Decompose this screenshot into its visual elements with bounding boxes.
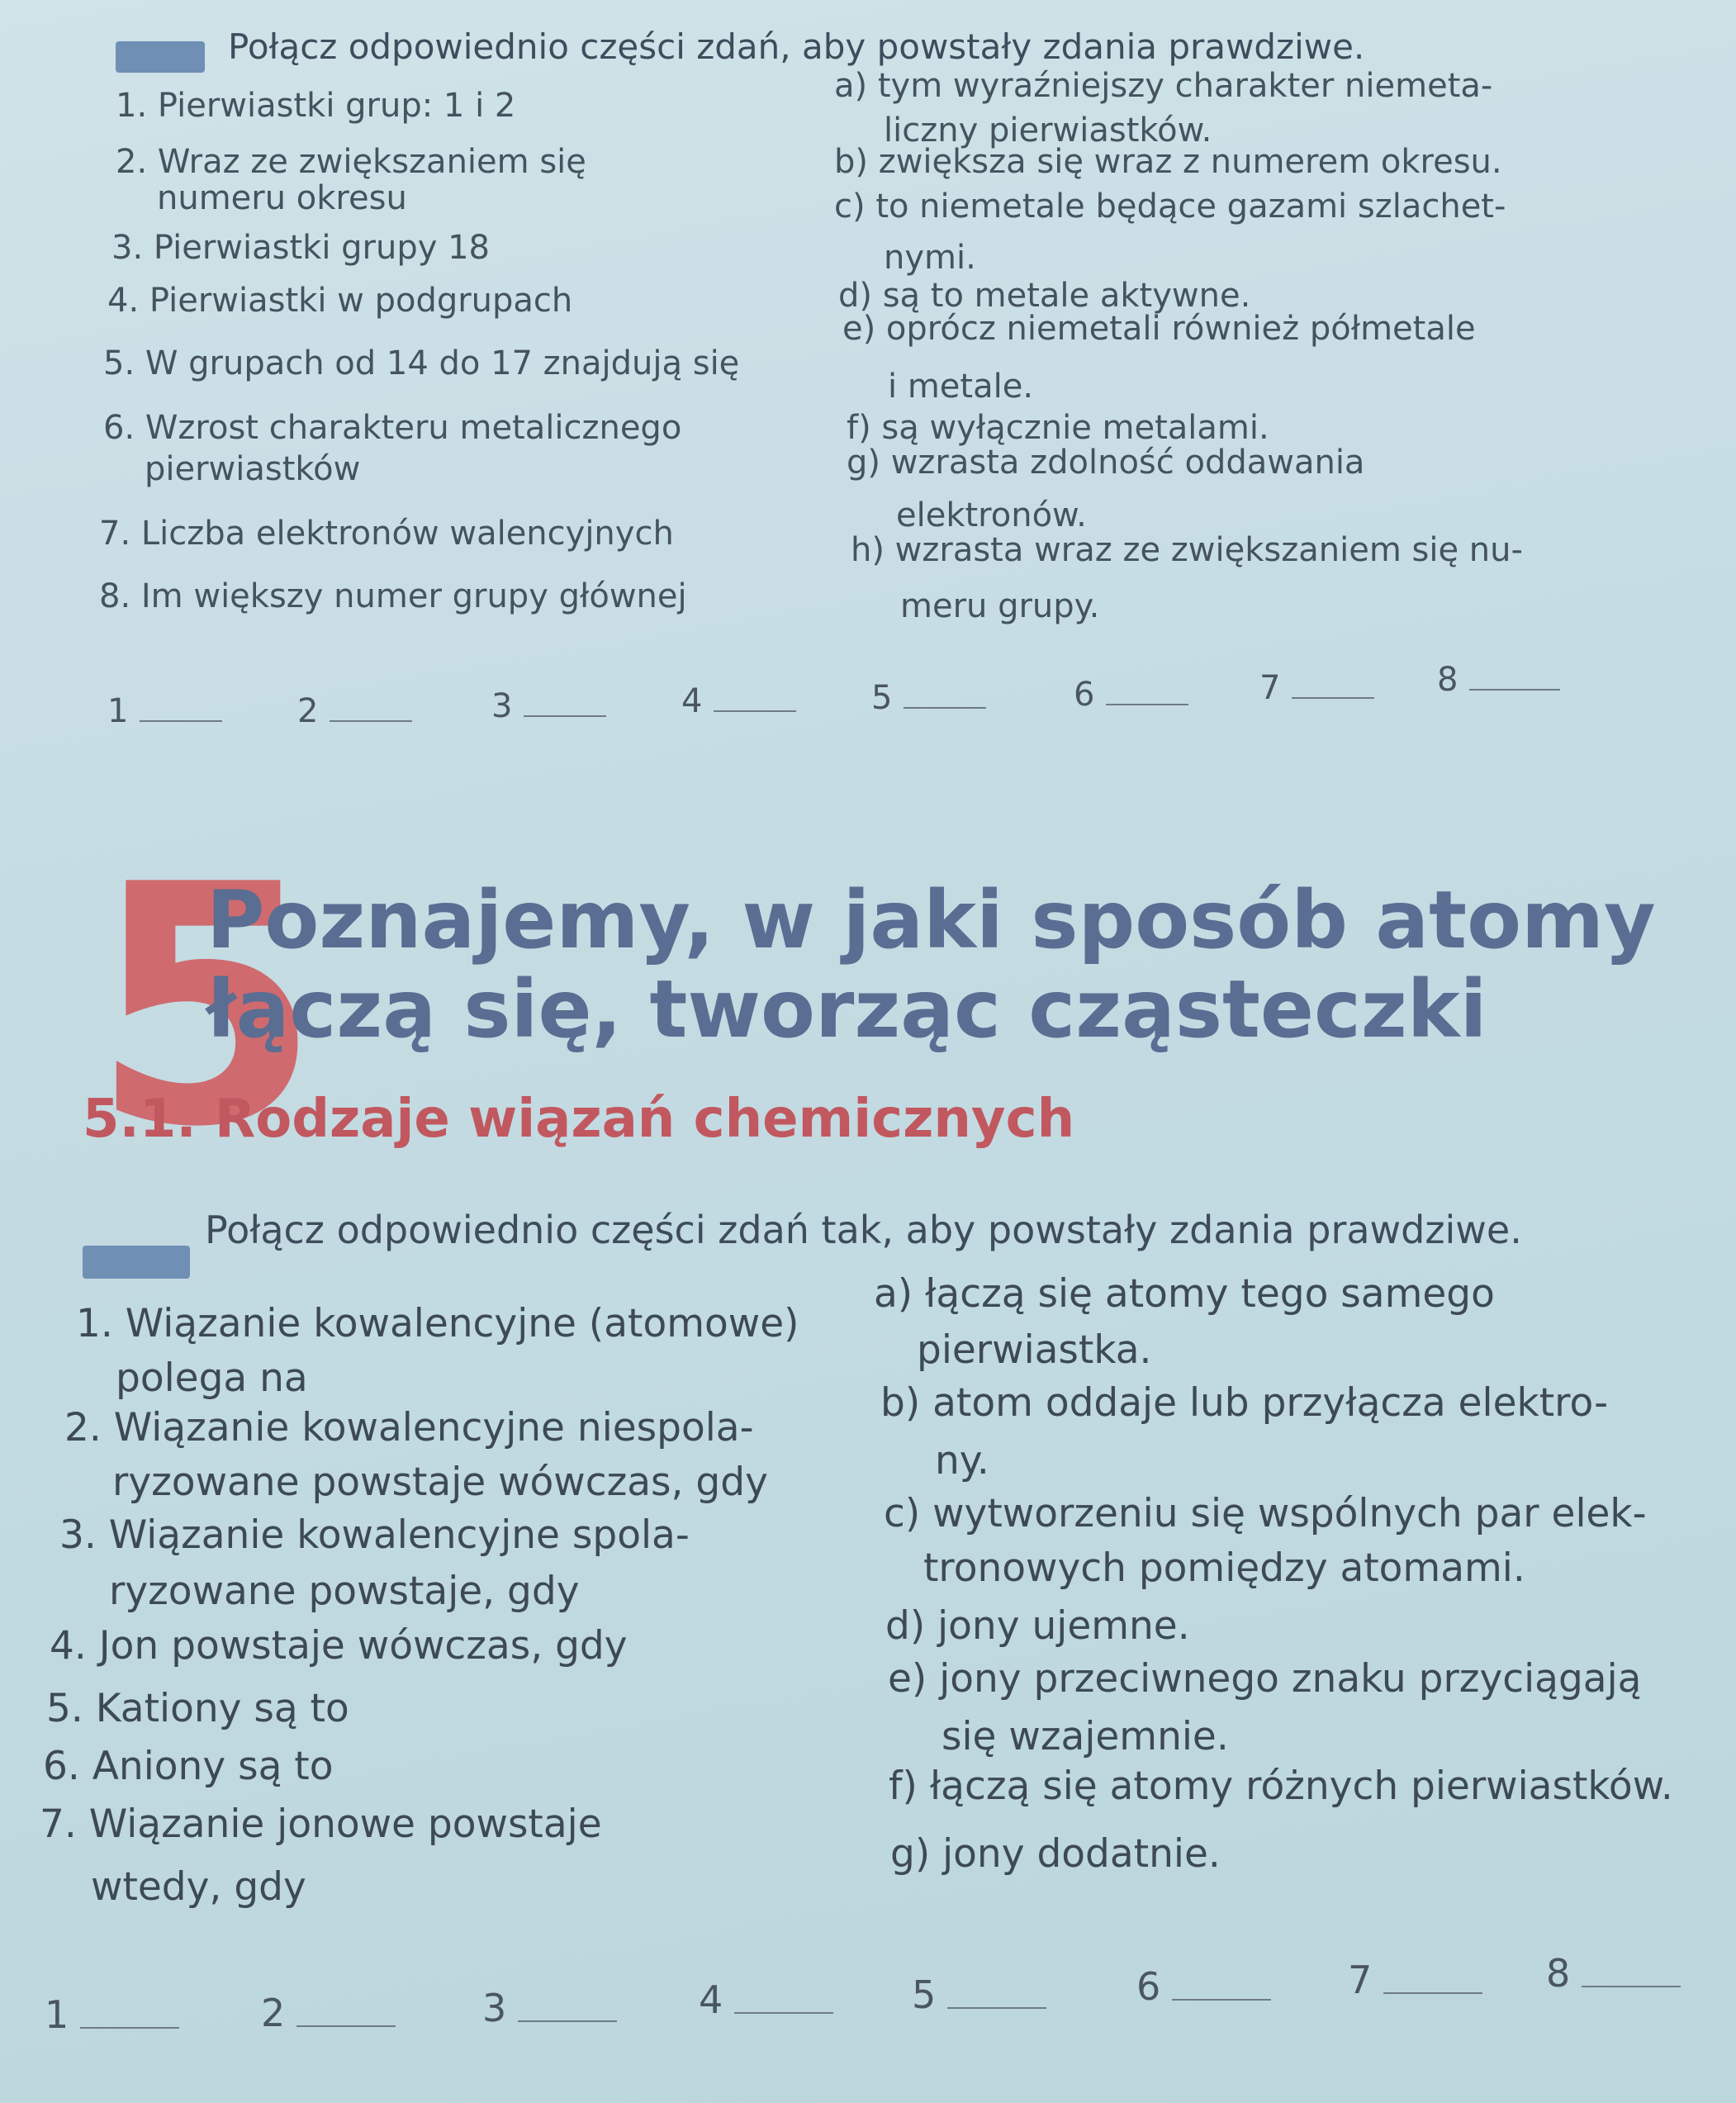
task1-left-item: 4. Pierwiastki w podgrupach: [107, 282, 573, 320]
answer-number: 3: [482, 1986, 507, 2030]
answer-number: 8: [1546, 1951, 1571, 1996]
task1-right-item: h) wzrasta wraz ze zwiększaniem się nu-: [851, 531, 1523, 569]
answer-blank[interactable]: [714, 710, 796, 712]
task1-left-item: 8. Im większy numer grupy głównej: [99, 577, 687, 615]
answer-blank[interactable]: [947, 2006, 1046, 2009]
task2-left-item: ryzowane powstaje wówczas, gdy: [112, 1460, 768, 1505]
answer-slot[interactable]: [107, 692, 222, 730]
task1-right-item: nymi.: [884, 239, 976, 277]
task2-left-item: polega na: [116, 1355, 308, 1401]
answer-slot[interactable]: [681, 682, 796, 720]
answer-number: 2: [261, 1991, 286, 2035]
answer-number: 4: [699, 1977, 723, 2022]
task1-left-item: pierwiastków: [145, 450, 361, 488]
answer-blank[interactable]: [80, 2026, 179, 2029]
task1-right-item: f) są wyłącznie metalami.: [847, 409, 1269, 447]
task2-right-item: g) jony dodatnie.: [890, 1831, 1221, 1877]
answer-number: 2: [297, 692, 319, 730]
answer-slot[interactable]: [1348, 1958, 1482, 2002]
task2-left-item: 5. Kationy są to: [46, 1686, 349, 1731]
answer-slot[interactable]: [912, 1972, 1046, 2017]
task1-right-item: liczny pierwiastków.: [884, 112, 1212, 150]
answer-number: 6: [1074, 676, 1095, 714]
answer-blank[interactable]: [904, 706, 986, 709]
task1-right-item: i metale.: [888, 368, 1034, 406]
task1-right-item: b) zwiększa się wraz z numerem okresu.: [834, 143, 1502, 181]
task1-left-item: 5. W grupach od 14 do 17 znajdują się: [103, 344, 740, 382]
answer-blank[interactable]: [1582, 1985, 1681, 1987]
task2-left-item: 6. Aniony są to: [43, 1744, 334, 1789]
answer-blank[interactable]: [1292, 696, 1374, 699]
answer-slot[interactable]: [297, 692, 412, 730]
answer-blank[interactable]: [1172, 1998, 1271, 2001]
chapter-title-line2: łączą się, tworząc cząsteczki: [206, 963, 1487, 1056]
answer-blank[interactable]: [330, 719, 412, 722]
task1-right-item: e) oprócz niemetali również półmetale: [842, 310, 1476, 348]
task2-right-item: e) jony przeciwnego znaku przyciągają: [888, 1656, 1642, 1702]
chapter-number: 5: [91, 815, 321, 1199]
task1-right-item: c) to niemetale będące gazami szlachet-: [834, 188, 1506, 225]
task1-left-item: 6. Wzrost charakteru metalicznego: [103, 409, 682, 447]
answer-slot[interactable]: [1437, 661, 1560, 699]
answer-slot[interactable]: [1136, 1964, 1271, 2009]
answer-number: 7: [1259, 669, 1281, 707]
section-title: 5.1. Rodzaje wiązań chemicznych: [83, 1089, 1075, 1150]
task-number-badge: [83, 1246, 190, 1279]
task2-right-item: pierwiastka.: [917, 1327, 1152, 1373]
answer-slot[interactable]: [1546, 1951, 1681, 1996]
answer-blank[interactable]: [140, 719, 222, 722]
answer-slot[interactable]: [491, 687, 606, 725]
task2-right-item: f) łączą się atomy różnych pierwiastków.: [889, 1764, 1673, 1809]
answer-blank[interactable]: [1469, 688, 1560, 691]
task1-right-item: d) są to metale aktywne.: [838, 277, 1251, 315]
answer-slot[interactable]: [1259, 669, 1374, 707]
answer-number: 5: [912, 1972, 937, 2017]
task2-left-item: 3. Wiązanie kowalencyjne spola-: [59, 1512, 690, 1558]
answer-slot[interactable]: [482, 1986, 617, 2030]
task2-right-item: d) jony ujemne.: [885, 1603, 1190, 1649]
task1-right-item: g) wzrasta zdolność oddawania: [847, 444, 1365, 482]
task2-right-item: c) wytworzeniu się wspólnych par elek-: [884, 1491, 1647, 1536]
answer-number: 6: [1136, 1964, 1161, 2009]
answer-number: 4: [681, 682, 703, 720]
answer-number: 1: [45, 1992, 69, 2037]
answer-number: 8: [1437, 661, 1459, 699]
task1-right-item: a) tym wyraźniejszy charakter niemeta-: [834, 67, 1493, 105]
answer-number: 1: [107, 692, 129, 730]
task1-left-item: 2. Wraz ze zwiększaniem się: [116, 143, 586, 181]
task2-title: Połącz odpowiednio części zdań tak, aby powstały zdania prawdziwe.: [205, 1208, 1522, 1252]
task2-left-item: 7. Wiązanie jonowe powstaje: [40, 1802, 602, 1847]
task2-right-item: ny.: [935, 1438, 989, 1483]
task2-right-item: się wzajemnie.: [942, 1714, 1229, 1759]
answer-blank[interactable]: [734, 2011, 833, 2014]
task2-left-item: 2. Wiązanie kowalencyjne niespola-: [64, 1405, 754, 1450]
answer-number: 3: [491, 687, 513, 725]
answer-number: 7: [1348, 1958, 1373, 2002]
task2-right-item: tronowych pomiędzy atomami.: [923, 1545, 1525, 1591]
task1-right-item: elektronów.: [896, 496, 1087, 534]
task1-left-item: numeru okresu: [157, 179, 407, 217]
answer-slot[interactable]: [1074, 676, 1188, 714]
answer-blank[interactable]: [1383, 1991, 1482, 1994]
answer-blank[interactable]: [1106, 703, 1188, 705]
answer-number: 5: [871, 679, 893, 717]
task2-right-item: b) atom oddaje lub przyłącza elektro-: [880, 1380, 1609, 1426]
chapter-title: [206, 876, 1656, 1054]
task1-left-item: 1. Pierwiastki grup: 1 i 2: [116, 87, 516, 125]
task2-right-item: a) łączą się atomy tego samego: [874, 1271, 1495, 1317]
task2-left-item: 1. Wiązanie kowalencyjne (atomowe): [76, 1301, 799, 1346]
answer-blank[interactable]: [296, 2025, 396, 2027]
task1-left-item: 7. Liczba elektronów walencyjnych: [99, 515, 674, 553]
answer-slot[interactable]: [261, 1991, 396, 2035]
task1-left-item: 3. Pierwiastki grupy 18: [111, 229, 491, 267]
chapter-title-line1: Poznajemy, w jaki sposób atomy: [206, 874, 1656, 966]
answer-slot[interactable]: [45, 1992, 179, 2037]
answer-blank[interactable]: [518, 2020, 617, 2022]
task2-left-item: 4. Jon powstaje wówczas, gdy: [50, 1623, 628, 1669]
task2-left-item: wtedy, gdy: [91, 1864, 306, 1910]
answer-blank[interactable]: [524, 714, 606, 717]
answer-slot[interactable]: [699, 1977, 833, 2022]
task1-title: Połącz odpowiednio części zdań, aby powstały zdania prawdziwe.: [228, 26, 1365, 67]
answer-slot[interactable]: [871, 679, 986, 717]
task1-right-item: meru grupy.: [900, 587, 1100, 625]
task-number-badge: [116, 41, 205, 73]
task2-left-item: ryzowane powstaje, gdy: [109, 1569, 580, 1614]
